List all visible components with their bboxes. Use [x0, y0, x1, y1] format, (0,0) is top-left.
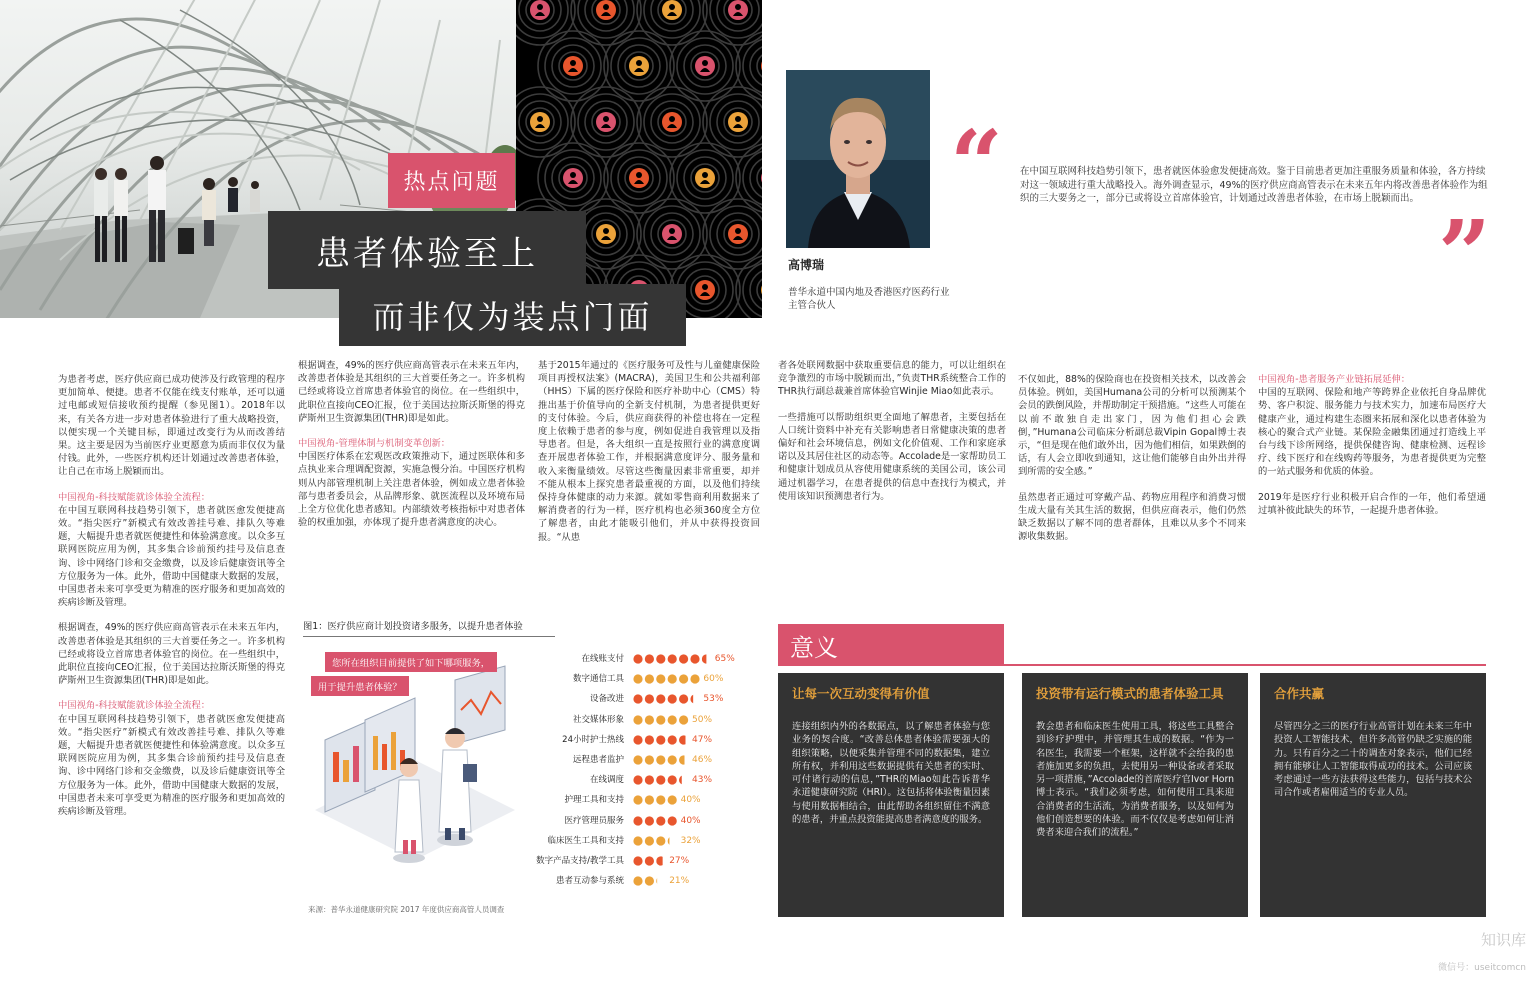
chart-dot [679, 675, 688, 684]
page-title-line2: 而非仅为装点门面 [339, 284, 686, 346]
figure-source: 来源：普华永道健康研究院 2017 年度供应商高管人员调查 [308, 905, 505, 914]
chart-row [500, 834, 770, 848]
chart-value-label: 53% [703, 694, 724, 705]
paragraph: 基于2015年通过的《医疗服务可及性与儿童健康保险项目再授权法案》(MACRA)，美国卫生和公共福利部（HHS）下属的医疗保险和医疗补助中心（CMS）特推出基于价值导向的全新支付机制，为患者提供更好的支付体验。今后，供应商获得的补偿也将在一定程度上依赖于患者的参与度，例如促进自我管理以及指导患者。但是，各大组织一直是按照行业的满意度调查开展患者体验工作，并根据满意度评分、服务量和收入来衡量绩效。尽管这些衡量因素非常重要，却并不能从根本上探究患者最重视的方面，以及他们持续保持身体健康的动力来源。就如零售商利用数据来了解消费者的行为一样，医疗机构也必须360度全方位了解患者，由此才能吸引他们，并从中获得投资回报。“从患 [538, 360, 760, 543]
significance-divider [1004, 664, 1486, 666]
chart-dot [633, 856, 642, 865]
chart-value-label: 40% [680, 795, 701, 806]
chart-dot [668, 776, 677, 785]
chart-dot [656, 675, 665, 684]
chart-dot [668, 715, 677, 724]
box-text: 尽管四分之三的医疗行业高管计划在未来三年中投资人工智能技术，但许多高管仍缺乏实施的能力。只有百分之二十的调查对象表示，他们已经拥有能够让人工智能取得成功的技术。公司应该考虑通过一些方法获得这些能力，包括与技术公司合作或者雇佣适当的专业人员。 [1274, 721, 1472, 799]
section-subheading: 中国视角-科技赋能就诊体验全流程： [58, 700, 211, 712]
chart-category-label: 设备改进 [589, 694, 624, 705]
paragraph: 中国医疗体系在宏观医改政策推动下，通过医联体和多点执业来合理调配资源，实施急慢分治。中国医疗机构则从内部管理机制上关注患者体验，例如成立患者体验部与患者委员会，从品牌形象、就医流程以及环境布局上全方位优化患者感知。内部绩效考核指标中对患者体验的权重加强，亦体现了提升患者满意度的决心。 [298, 451, 525, 529]
person-icon [662, 0, 682, 20]
chart-dot [633, 796, 642, 805]
chart-dot [656, 776, 665, 785]
paragraph: 一些措施可以帮助组织更全面地了解患者，主要包括在人口统计资料中补充有关影响患者日常健康决策的患者偏好和社会环境信息，例如文化价值观、工作和家庭承诺以及其居住社区的动态等。Accolade是一家帮助员工和健康计划成员从容使用健康系统的美国公司，该公司通过机器学习，在患者提供的信息中查找行为模式，并使用该知识预测患者行为。 [778, 411, 1006, 502]
chart-dot [679, 715, 688, 724]
chart-category-label: 数字通信工具 [572, 674, 624, 685]
chart-dot [633, 675, 642, 684]
paragraph: 在中国互联网科技趋势引领下，患者就医愈发便捷高效。“指尖医疗”新模式有效改善挂号难、排队久等难题，大幅提升患者就医便捷性和体验满意度。以众多互联网医院应用为例，其多集合诊前预约挂号及信息查询、诊中网络门诊和交金缴费，以及诊后健康资讯等全方位服务为一体。此外，借助中国健康大数据的发展，中国患者未来可享受更为精准的医疗服务和更加高效的疾病诊断及管理。 [58, 713, 285, 818]
significance-box-3 [1260, 673, 1486, 917]
paragraph: 者各处联网数据中获取重要信息的能力，可以让组织在竞争激烈的市场中脱颖而出，”负责THR系统整合工作的THR执行副总裁兼首席体验官Winjie Miao如此表示。 [778, 360, 1006, 398]
paragraph: 为患者考虑，医疗供应商已成功使涉及行政管理的程序更加简单、便捷。患者不仅能在线支付账单，还可以通过电邮或短信接收预约提醒（参见图1）。2018年以来，有关各方进一步对患者体验进行了重大战略投资，以便实现一个关键目标，即通过改变行为从而改善结果。这主要是因为当前医疗业更愿意为质而非仅仅为量付钱。此外，一些医疗机构还计划通过改善患者体验，让自己在市场上脱颖而出。 [58, 374, 285, 478]
significance-header: 意义 [778, 624, 1004, 666]
box-heading: 合作共赢 [1274, 686, 1325, 701]
chart-dot [645, 675, 654, 684]
chart-dot-bar [633, 836, 723, 846]
chart-dot [645, 695, 654, 704]
person-icon [761, 280, 762, 300]
person-icon [563, 56, 583, 76]
figure-title: 图1：医疗供应商计划投资诸多服务，以提升患者体验 [303, 618, 555, 637]
chart-dot [668, 735, 677, 744]
paragraph: 根据调查，49%的医疗供应商高管表示在未来五年内，改善患者体验是其组织的三大首要任务之一。许多机构已经或将设立首席患者体验官的岗位。在一些组织中，此职位直接向CEO汇报，位于美国达拉斯沃斯堡的得克萨斯州卫生资源集团(THR)即是如此。 [298, 360, 525, 424]
section-subheading: 中国视角-管理体制与机制变革创新： [298, 438, 451, 450]
chart-dot [633, 654, 642, 663]
chart-dot [633, 877, 642, 886]
chart-dot [645, 816, 654, 825]
person-icon [596, 224, 616, 244]
person-icon [761, 168, 762, 188]
chart-dot [668, 796, 677, 805]
chart-category-label: 临床医生工具和支持 [547, 835, 624, 846]
quote-author-name: 高博瑞 [788, 258, 825, 272]
person-icon [596, 0, 616, 20]
chart-category-label: 数字产品支持/教学工具 [536, 856, 624, 866]
chart-row [500, 793, 770, 807]
body-column-4 [778, 359, 1006, 515]
paragraph: 中国的互联网、保险和地产等跨界企业依托自身品牌优势、客户积淀、服务能力与技术实力，加速布局医疗大健康产业，通过构建生态圈来拓展和深化以患者体验为核心的聚合式产业链。某保险金融集团通过打造线上平台与线下诊所网络，提供保健咨询、健康检测、远程诊疗、线下医疗和在线购药等服务，为患者提供更为完整的一站式服务和优质的体验。 [1258, 387, 1486, 478]
chart-row [500, 874, 770, 888]
chart-value-label: 60% [703, 674, 724, 685]
chart-dot [690, 675, 699, 684]
chart-dot [633, 735, 642, 744]
chart-dot [668, 675, 677, 684]
body-column-5 [1018, 373, 1246, 555]
chart-dot [645, 735, 654, 744]
chart-dot [633, 755, 642, 764]
chart-dot [656, 654, 665, 663]
chart-dot [656, 796, 665, 805]
chart-dot-partial [679, 755, 688, 764]
chart-category-label: 护理工具和支持 [564, 795, 624, 806]
person-icon [728, 112, 748, 132]
chart-row [500, 733, 770, 747]
chart-dot [656, 735, 665, 744]
chart-row [500, 854, 770, 868]
paragraph: 2019年是医疗行业积极开启合作的一年，他们希望通过填补彼此缺失的环节，一起提升患者体验。 [1258, 491, 1486, 516]
chart-row [500, 814, 770, 828]
person-icon [662, 112, 682, 132]
chart-category-label: 在线账支付 [581, 654, 624, 664]
person-icon [728, 0, 748, 20]
chart-value-label: 27% [669, 856, 690, 866]
chart-value-label: 46% [692, 755, 713, 765]
body-column-6 [1258, 373, 1486, 529]
chart-value-label: 65% [714, 654, 735, 664]
person-icon [596, 112, 616, 132]
chart-value-label: 40% [680, 815, 701, 826]
chart-dot [656, 816, 665, 825]
chart-category-label: 患者互动参与系统 [555, 876, 624, 887]
section-subheading: 中国视角-科技赋能就诊体验全流程： [58, 491, 211, 503]
box-text: 连接组织内外的各数据点，以了解患者体验与您业务的契合度。“改善总体患者体验需要强大的组织策略，以便采集并管理不同的数据集，建立所有权，并利用这些数据提供有关患者的实时、可付诸行动的信息，”THR的Miao如此告诉普华永道健康研究院（HRI）。这包括将体验衡量因素与使用数据相结合，由此帮助各组织留住不满意的患者，并重点投资能提高患者满意度的服务。 [792, 721, 990, 826]
watermark-wechat: 微信号：useitcomcn [1438, 963, 1526, 973]
chart-dot [645, 877, 654, 886]
open-quote-mark: “ [950, 110, 1003, 218]
box-text: 教会患者和临床医生使用工具，将这些工具整合到诊疗护理中，并管理其生成的数据。“作为一名医生，我需要一个框架，这样就不会给我的患者施加更多的负担，去使用另一种设备或者采取另一项措施，”Accolade的首席医疗官Ivor Horn博士表示。“我们必须考虑，如何使用工具来迎合消费者的生活流，为消费者服务，以及如何为他们创造想要的体验。而不仅仅是考虑如何让消费者来迎合我们的流程。” [1036, 721, 1234, 839]
chart-category-label: 24小时护士热线 [562, 734, 624, 745]
person-icon [695, 280, 715, 300]
person-icon [629, 168, 649, 188]
body-column-1 [58, 373, 285, 830]
chart-dot-partial [679, 735, 688, 744]
significance-box-2 [1022, 673, 1248, 917]
significance-box-1 [778, 673, 1004, 917]
chart-row [500, 773, 770, 787]
chart-dot [668, 816, 677, 825]
survey-question-line2: 用于提升患者体验？ [311, 676, 409, 696]
chart-dot-partial [679, 776, 688, 785]
body-column-2 [298, 359, 525, 541]
chart-dot [656, 695, 665, 704]
chart-dot-bar [633, 654, 723, 664]
chart-dot-bar [633, 795, 723, 805]
chart-category-label: 医疗管理员服务 [564, 815, 624, 826]
chart-row [500, 672, 770, 686]
chart-dot-partial [656, 856, 665, 865]
watermark [1436, 929, 1526, 973]
quote-text: 在中国互联网科技趋势引领下，患者就医体验愈发便捷高效。鉴于目前患者更加注重服务质量和体验，各方持续对这一领域进行重大战略投入。海外调查显示，49%的医疗供应商高管表示在未来五年内将改善患者体验作为组织的三大要务之一，部分已或将设立首席体验官，计划通过改善患者体验，在市场上脱颖而出。 [1020, 166, 1488, 204]
watermark-name: 知识库 [1480, 931, 1526, 949]
chart-value-label: 43% [692, 775, 713, 786]
chart-dot [645, 755, 654, 764]
chart-dot [668, 695, 677, 704]
survey-question-bubble [311, 650, 511, 698]
page-title-line1: 患者体验至上 [268, 211, 586, 289]
chart-value-label: 47% [692, 734, 713, 745]
chart-dot [656, 755, 665, 764]
chart-value-label: 50% [692, 714, 713, 725]
chart-category-label: 社交媒体形象 [572, 714, 624, 725]
person-icon [695, 168, 715, 188]
person-icon [563, 168, 583, 188]
survey-question-line1: 您所在组织目前提供了如下哪项服务， [325, 652, 497, 672]
service-investment-chart [500, 652, 770, 892]
chart-dot [633, 695, 642, 704]
chart-dot [633, 836, 642, 845]
quote-author-role: 普华永道中国内地及香港医疗医药行业主管合伙人 [788, 287, 950, 311]
box-heading: 投资带有运行模式的患者体验工具 [1036, 686, 1224, 701]
chart-dot [679, 695, 688, 704]
person-icon [662, 224, 682, 244]
paragraph: 不仅如此，88%的保险商也在投资相关技术，以改善会员体验。例如，美国Humana公司的分析可以预测某个会员的跌倒风险，并帮助制定干预措施。“这些人可能在以前不敢独自走出家门，因为他们担心会跌倒，”Humana公司临床分析副总裁Vipin Gopal博士表示，“但是现在他们敢外出，因为他们相信，如果跌倒的话，有人会立即收到通知，这让他们能够自由外出并得到所需的安全感。” [1018, 374, 1246, 478]
box-heading: 让每一次互动变得有价值 [792, 686, 930, 701]
chart-dot-partial [690, 695, 699, 704]
chart-dot [633, 715, 642, 724]
paragraph: 虽然患者正通过可穿戴产品、药物应用程序和消费习惯生成大量有关其生活的数据，但供应商表示，他们仍然缺乏数据以了解不同的患者群体，且难以从多个不同来源收集数据。 [1018, 491, 1246, 543]
chart-dot [645, 715, 654, 724]
person-icon [629, 56, 649, 76]
chart-dot [645, 654, 654, 663]
paragraph: 在中国互联网科技趋势引领下，患者就医愈发便捷高效。“指尖医疗”新模式有效改善挂号难、排队久等难题，大幅提升患者就医便捷性和体验满意度。以众多互联网医院应用为例，其多集合诊前预约挂号及信息查询、诊中网络门诊和交金缴费，以及诊后健康资讯等全方位服务为一体。此外，借助中国健康大数据的发展，中国患者未来可享受更为精准的医疗服务和更加高效的疾病诊断及管理。 [58, 504, 285, 609]
chart-row [500, 713, 770, 727]
person-icon [761, 56, 762, 76]
chart-dot-partial [668, 836, 677, 845]
person-icon [530, 112, 550, 132]
chart-dot [668, 755, 677, 764]
body-column-3 [538, 359, 760, 556]
chart-dot [645, 856, 654, 865]
person-icon [728, 224, 748, 244]
chart-dot-bar [633, 816, 723, 826]
chart-value-label: 32% [680, 835, 701, 846]
person-icon [695, 56, 715, 76]
hot-topic-tag: 热点问题 [388, 153, 515, 208]
portrait-photo [786, 70, 930, 248]
chart-dot [656, 836, 665, 845]
chart-dot [645, 796, 654, 805]
chart-row [500, 692, 770, 706]
chart-dot [679, 654, 688, 663]
chart-dot [668, 654, 677, 663]
chart-dot [690, 654, 699, 663]
paragraph: 根据调查，49%的医疗供应商高管表示在未来五年内，改善患者体验是其组织的三大首要任务之一。许多机构已经或将设立首席患者体验官的岗位。在一些组织中，此职位直接向CEO汇报，位于美国达拉斯沃斯堡的得克萨斯州卫生资源集团(THR)即是如此。 [58, 622, 285, 687]
section-subheading: 中国视角-患者服务产业链拓展延伸： [1258, 374, 1411, 385]
chart-category-label: 远程患者监护 [572, 755, 624, 765]
chart-dot-partial [656, 877, 665, 886]
chart-row [500, 753, 770, 767]
chart-dot [645, 836, 654, 845]
chart-dot [656, 715, 665, 724]
chart-dot [633, 776, 642, 785]
person-icon [530, 0, 550, 20]
close-quote-mark: ” [1438, 200, 1491, 308]
chart-category-label: 在线调度 [589, 775, 624, 786]
chart-row [500, 652, 770, 666]
chart-dot [633, 816, 642, 825]
chart-dot [645, 776, 654, 785]
chart-value-label: 21% [669, 876, 690, 887]
chart-dot-partial [702, 654, 711, 663]
